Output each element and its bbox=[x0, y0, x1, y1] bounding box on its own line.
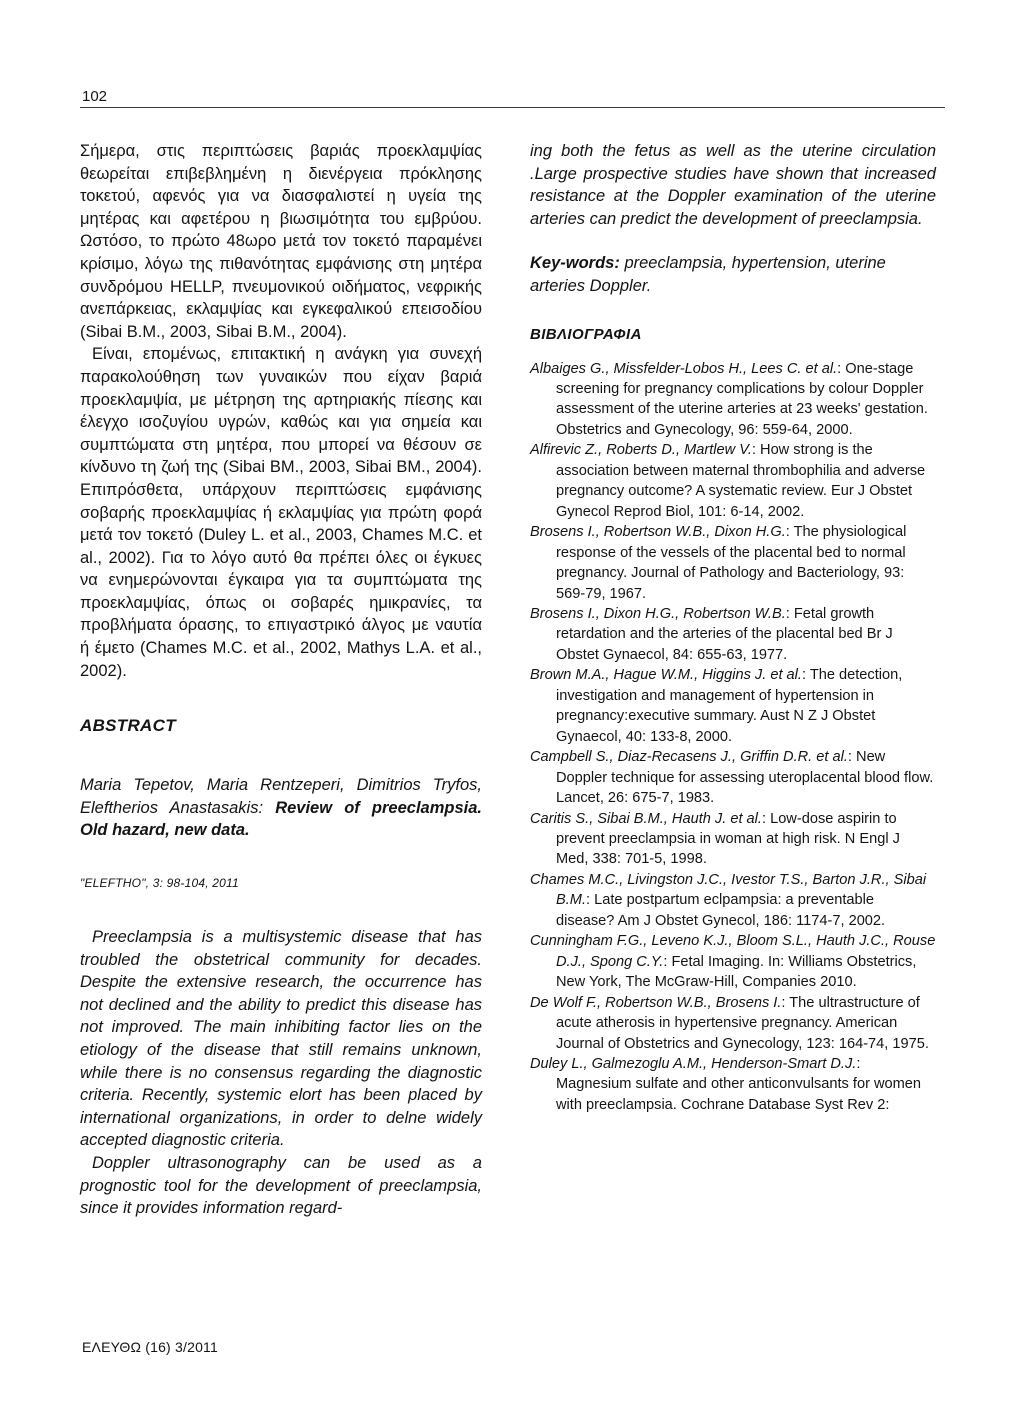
footer-journal-issue: ΕΛΕΥΘΩ (16) 3/2011 bbox=[82, 1339, 218, 1355]
abstract-article-title: Review of preeclampsia. Old hazard, new data. bbox=[80, 798, 482, 840]
reference-authors: Brosens I., Dixon H.G., Robertson W.B. bbox=[530, 606, 786, 622]
greek-paragraph-1: Σήμερα, στις περιπτώσεις βαριάς προεκλαμψίας θεωρείται επιβεβλημένη η διενέργεια πρόκλησης τοκετού, αφενός για να διασφαλιστεί η υγεία της μητέρας και αφετέρου η βιωσιμότητα του εμβρύου. Ωστόσο, το πρώτο 48ωρο μετά τον τοκετό παραμένει κρίσιμο, λόγω της πιθανότητας εμφάνισης στη μητέρα συνδρόμου HELLP, πνευμονικού οιδήματος, νεφρικής ανεπάρκειας, εκλαμψίας και εγκεφαλικού επεισοδίου (Sibai B.M., 2003, Sibai B.M., 2004). bbox=[80, 142, 482, 341]
reference-text: : The ultrastructure of acute atherosis in hypertensive pregnancy. American Journal of Obstetrics and Gynecology, 123: 164-74, 1975. bbox=[556, 994, 929, 1052]
header-rule bbox=[80, 107, 945, 108]
abstract-paragraph-1: Preeclampsia is a multisystemic disease that has troubled the obstetrical community for decades. Despite the extensive research, the occurrence has not declined and the ability to predict this disease has not improved. The main inhibiting factor lies on the etiology of the disease that still remains unknown, while there is no consensus regarding the diagnostic criteria. Recently, systemic elort has been placed by international organizations, in order to delne widely accepted diagnostic criteria. bbox=[80, 928, 482, 1150]
keywords-label: Key-words: bbox=[530, 254, 620, 273]
reference-authors: Albaiges G., Missfelder-Lobos H., Lees C. et al. bbox=[530, 360, 838, 377]
reference-text: : Low-dose aspirin to prevent preeclampsia in woman at high risk. N Engl J Med, 338: 701-5, 1998. bbox=[556, 810, 900, 868]
left-column bbox=[80, 140, 482, 1220]
abstract-heading: ABSTRACT bbox=[80, 716, 176, 736]
reference-text: : New Doppler technique for assessing uteroplacental blood flow. Lancet, 26: 675-7, 1983. bbox=[556, 749, 934, 807]
reference-authors: Chames M.C., Livingston J.C., Ivestor T.S., Barton J.R., Sibai B.M. bbox=[530, 871, 927, 909]
keywords bbox=[530, 252, 936, 297]
reference-text: : Late postpartum eclpampsia: a preventable disease? Am J Obstet Gynecol, 186: 1174-7, 2002. bbox=[556, 892, 886, 929]
reference-text: : Fetal Imaging. In: Williams Obstetrics, New York, The McGraw-Hill, Companies 2010. bbox=[556, 953, 917, 991]
reference-item bbox=[530, 870, 936, 931]
keywords-text: preeclampsia, hypertension, uterine arteries Doppler. bbox=[530, 254, 886, 295]
reference-item bbox=[530, 665, 936, 747]
abstract-paragraph-2: Doppler ultrasonography can be used as a prognostic tool for the development of preeclampsia, since it provides information regard- bbox=[80, 1153, 482, 1218]
reference-item bbox=[530, 747, 936, 808]
greek-paragraph-2: Είναι, επομένως, επιτακτική η ανάγκη για συνεχή παρακολούθηση των γυναικών που είχαν βαριά προεκλαμψία, με μέτρηση της αρτηριακής πίεσης και έλεγχο ισοζυγίου υγρών, καθώς και για σημεία και συμπτώματα στη μητέρα, που μπορεί να θέσουν σε κίνδυνο τη ζωή της (Sibai BM., 2003, Sibai BM., 2004). Επιπρόσθετα, υπάρχουν περιπτώσεις εμφάνισης σοβαρής προεκλαμψίας ή εκλαμψίας για πρώτη φορά μετά τον τοκετό (Duley L. et al., 2003, Chames M.C. et al., 2002). Για το λόγο αυτό θα πρέπει όλες οι έγκυες να ενημερώνονται έγκαιρα για τα συμπτώματα της προεκλαμψίας, όπως οι σοβαρές ημικρανίες, τα προβλήματα όρασης, το επιγαστρικό άλγος με ναυτία ή έμετο (Chames M.C. et al., 2002, Mathys L.A. et al., 2002). bbox=[80, 345, 482, 680]
reference-authors: Brosens I., Robertson W.B., Dixon H.G. bbox=[530, 524, 786, 541]
reference-item bbox=[530, 1054, 936, 1115]
reference-text: : The detection, investigation and management of hypertension in pregnancy:executive summary. Aust N Z J Obstet Gynaecol, 40: 133-8, 2000. bbox=[556, 667, 903, 745]
reference-text: : Fetal growth retardation and the arteries of the placental bed Br J Obstet Gynaecol, 84: 655-63, 1977. bbox=[556, 606, 893, 663]
reference-text: : One-stage screening for pregnancy complications by colour Doppler assessment of the uterine arteries at 23 weeks' gestation. Obstetrics and Gynecology, 96: 559-64, 2000. bbox=[556, 360, 928, 438]
reference-authors: Duley L., Galmezoglu A.M., Henderson-Smart D.J. bbox=[530, 1055, 857, 1072]
abstract-continued-paragraph: ing both the fetus as well as the uterine circulation .Large prospective studies have shown that increased resistance at the Doppler examination of the uterine arteries can predict the development of preeclampsia. bbox=[530, 142, 936, 228]
reference-item bbox=[530, 931, 936, 992]
reference-list bbox=[530, 359, 936, 1116]
reference-text: : How strong is the association between maternal thrombophilia and adverse pregnancy outcome? A systematic review. Eur J Obstet Gynecol Reprod Biol, 101: 6-14, 2002. bbox=[556, 442, 926, 520]
bibliography-heading: ΒΙΒΛΙΟΓΡΑΦΙΑ bbox=[530, 325, 642, 343]
abstract-authors-title bbox=[80, 774, 482, 842]
abstract-authors: Maria Tepetov, Maria Rentzeperi, Dimitrios Tryfos, Eleftherios Anastasakis: bbox=[80, 776, 482, 817]
reference-item bbox=[530, 522, 936, 604]
reference-text: : The physiological response of the vessels of the placental bed to normal pregnancy. Journal of Pathology and Bacteriology, 93: 569-79, 1967. bbox=[556, 524, 907, 602]
reference-item bbox=[530, 993, 936, 1054]
reference-authors: Campbell S., Diaz-Recasens J., Griffin D.R. et al. bbox=[530, 749, 848, 766]
reference-item bbox=[530, 604, 936, 665]
reference-authors: De Wolf F., Robertson W.B., Brosens I. bbox=[530, 994, 782, 1011]
page-number: 102 bbox=[82, 88, 108, 105]
reference-text: : Magnesium sulfate and other anticonvulsants for women with preeclampsia. Cochrane Database Syst Rev 2: bbox=[556, 1055, 922, 1113]
reference-item bbox=[530, 809, 936, 870]
reference-authors: Brown M.A., Hague W.M., Higgins J. et al. bbox=[530, 667, 802, 684]
reference-authors: Cunningham F.G., Leveno K.J., Bloom S.L., Hauth J.C., Rouse D.J., Spong C.Y. bbox=[530, 933, 936, 970]
right-column bbox=[530, 140, 936, 1115]
reference-authors: Caritis S., Sibai B.M., Hauth J. et al. bbox=[530, 810, 762, 827]
reference-authors: Alfirevic Z., Roberts D., Martlew V. bbox=[530, 442, 752, 459]
journal-reference: "ELEFTHO", 3: 98-104, 2011 bbox=[80, 876, 239, 891]
reference-item bbox=[530, 359, 936, 441]
abstract-body bbox=[80, 926, 482, 1220]
reference-item bbox=[530, 440, 936, 522]
